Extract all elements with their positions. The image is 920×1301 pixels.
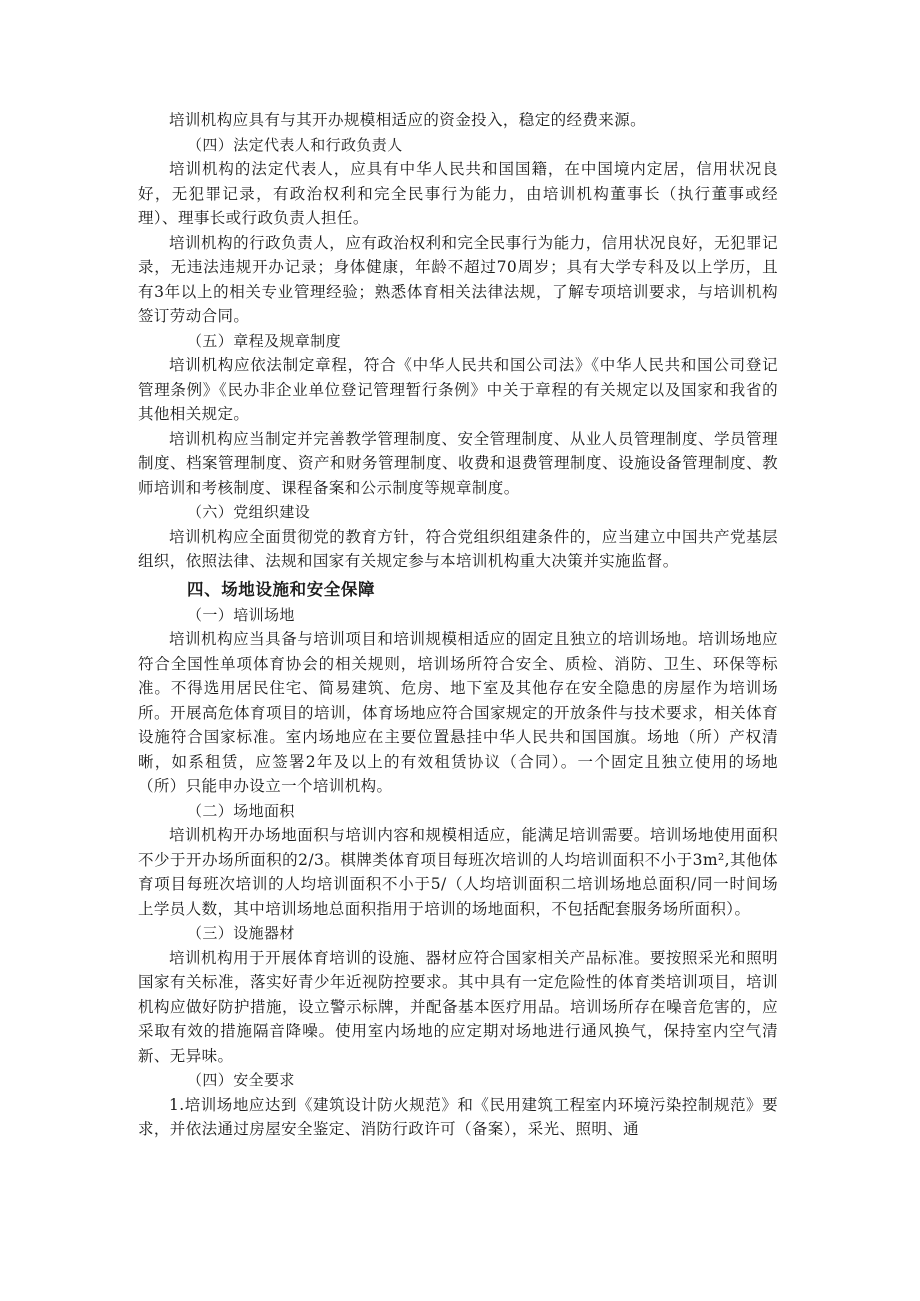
paragraph: 培训机构用于开展体育培训的设施、器材应符合国家相关产品标准。要按照采光和照明国家有关标准，落实好青少年近视防控要求。其中具有一定危险性的体育类培训项目，培训机构应做好防护措施，设立警示标牌，并配备基本医疗用品。培训场所存在噪音危害的，应采取有效的措施隔音降噪。使用室内场地的应定期对场地进行通风换气，保持室内空气清新、无异味。: [138, 948, 778, 1065]
paragraph: 培训机构的法定代表人，应具有中华人民共和国国籍，在中国境内定居，信用状况良好，无犯罪记录，有政治权利和完全民事行为能力，由培训机构董事长（执行董事或经理）、理事长或行政负责人担任。: [138, 160, 778, 227]
subheading: （五）章程及规章制度: [187, 331, 342, 350]
subheading: （三）设施器材: [187, 924, 295, 942]
paragraph: 培训机构应全面贯彻党的教育方针，符合党组织组建条件的，应当建立中国共产党基层组织，依照法律、法规和国家有关规定参与本培训机构重大决策并实施监督。: [138, 527, 778, 570]
document-page: [138, 108, 778, 1142]
subheading: （二）场地面积: [187, 801, 295, 820]
paragraph: 培训机构应具有与其开办规模相适应的资金投入，稳定的经费来源。: [169, 111, 647, 129]
paragraph: 培训机构应当具备与培训项目和培训规模相适应的固定且独立的培训场地。培训场地应符合全国性单项体育协会的相关规则，培训场所符合安全、质检、消防、卫生、环保等标准。不得选用居民住宅、简易建筑、危房、地下室及其他存在安全隐患的房屋作为培训场所。开展高危体育项目的培训，体育场地应符合国家规定的开放条件与技术要求，相关体育设施符合国家标准。室内场地应在主要位置悬挂中华人民共和国国旗。场地（所）产权清晰，如系租赁，应签署2年及以上的有效租赁协议（合同）。一个固定且独立使用的场地（所）只能申办设立一个培训机构。: [138, 630, 778, 795]
subheading: （一）培训场地: [187, 605, 295, 624]
paragraph: 培训机构应当制定并完善教学管理制度、安全管理制度、从业人员管理制度、学员管理制度、档案管理制度、资产和财务管理制度、收费和退费管理制度、设施设备管理制度、教师培训和考核制度、课程备案和公示制度等规章制度。: [138, 429, 778, 497]
paragraph: 培训机构开办场地面积与培训内容和规模相适应，能满足培训需要。培训场地使用面积不少于开办场所面积的2/3。棋牌类体育项目每班次培训的人均培训面积不小于3m²,其他体育项目每班次培训的人均培训面积不小于5/（人均培训面积二培训场地总面积/同一时间场上学员人数，其中培训场地总面积指用于培训的场地面积，不包括配套服务场所面积）。: [138, 826, 778, 918]
subheading: （四）法定代表人和行政负责人: [187, 135, 403, 154]
paragraph: 培训机构应依法制定章程，符合《中华人民共和国公司法》《中华人民共和国公司登记管理条例》《民办非企业单位登记管理暂行条例》中关于章程的有关规定以及国家和我省的其他相关规定。: [138, 356, 778, 423]
subheading: （六）党组织建设: [187, 503, 311, 521]
paragraph: 1.培训场地应达到《建筑设计防火规范》和《民用建筑工程室内环境污染控制规范》要求，并依法通过房屋安全鉴定、消防行政许可（备案），采光、照明、通: [138, 1095, 778, 1138]
section-heading: 四、场地设施和安全保障: [187, 579, 376, 599]
paragraph: 培训机构的行政负责人，应有政治权利和完全民事行为能力，信用状况良好，无犯罪记录，无违法违规开办记录；身体健康，年龄不超过70周岁；具有大学专科及以上学历，且有3年以上的相关专业管理经验；熟悉体育相关法律法规，了解专项培训要求，与培训机构签订劳动合同。: [138, 233, 778, 325]
subheading: （四）安全要求: [187, 1071, 295, 1089]
